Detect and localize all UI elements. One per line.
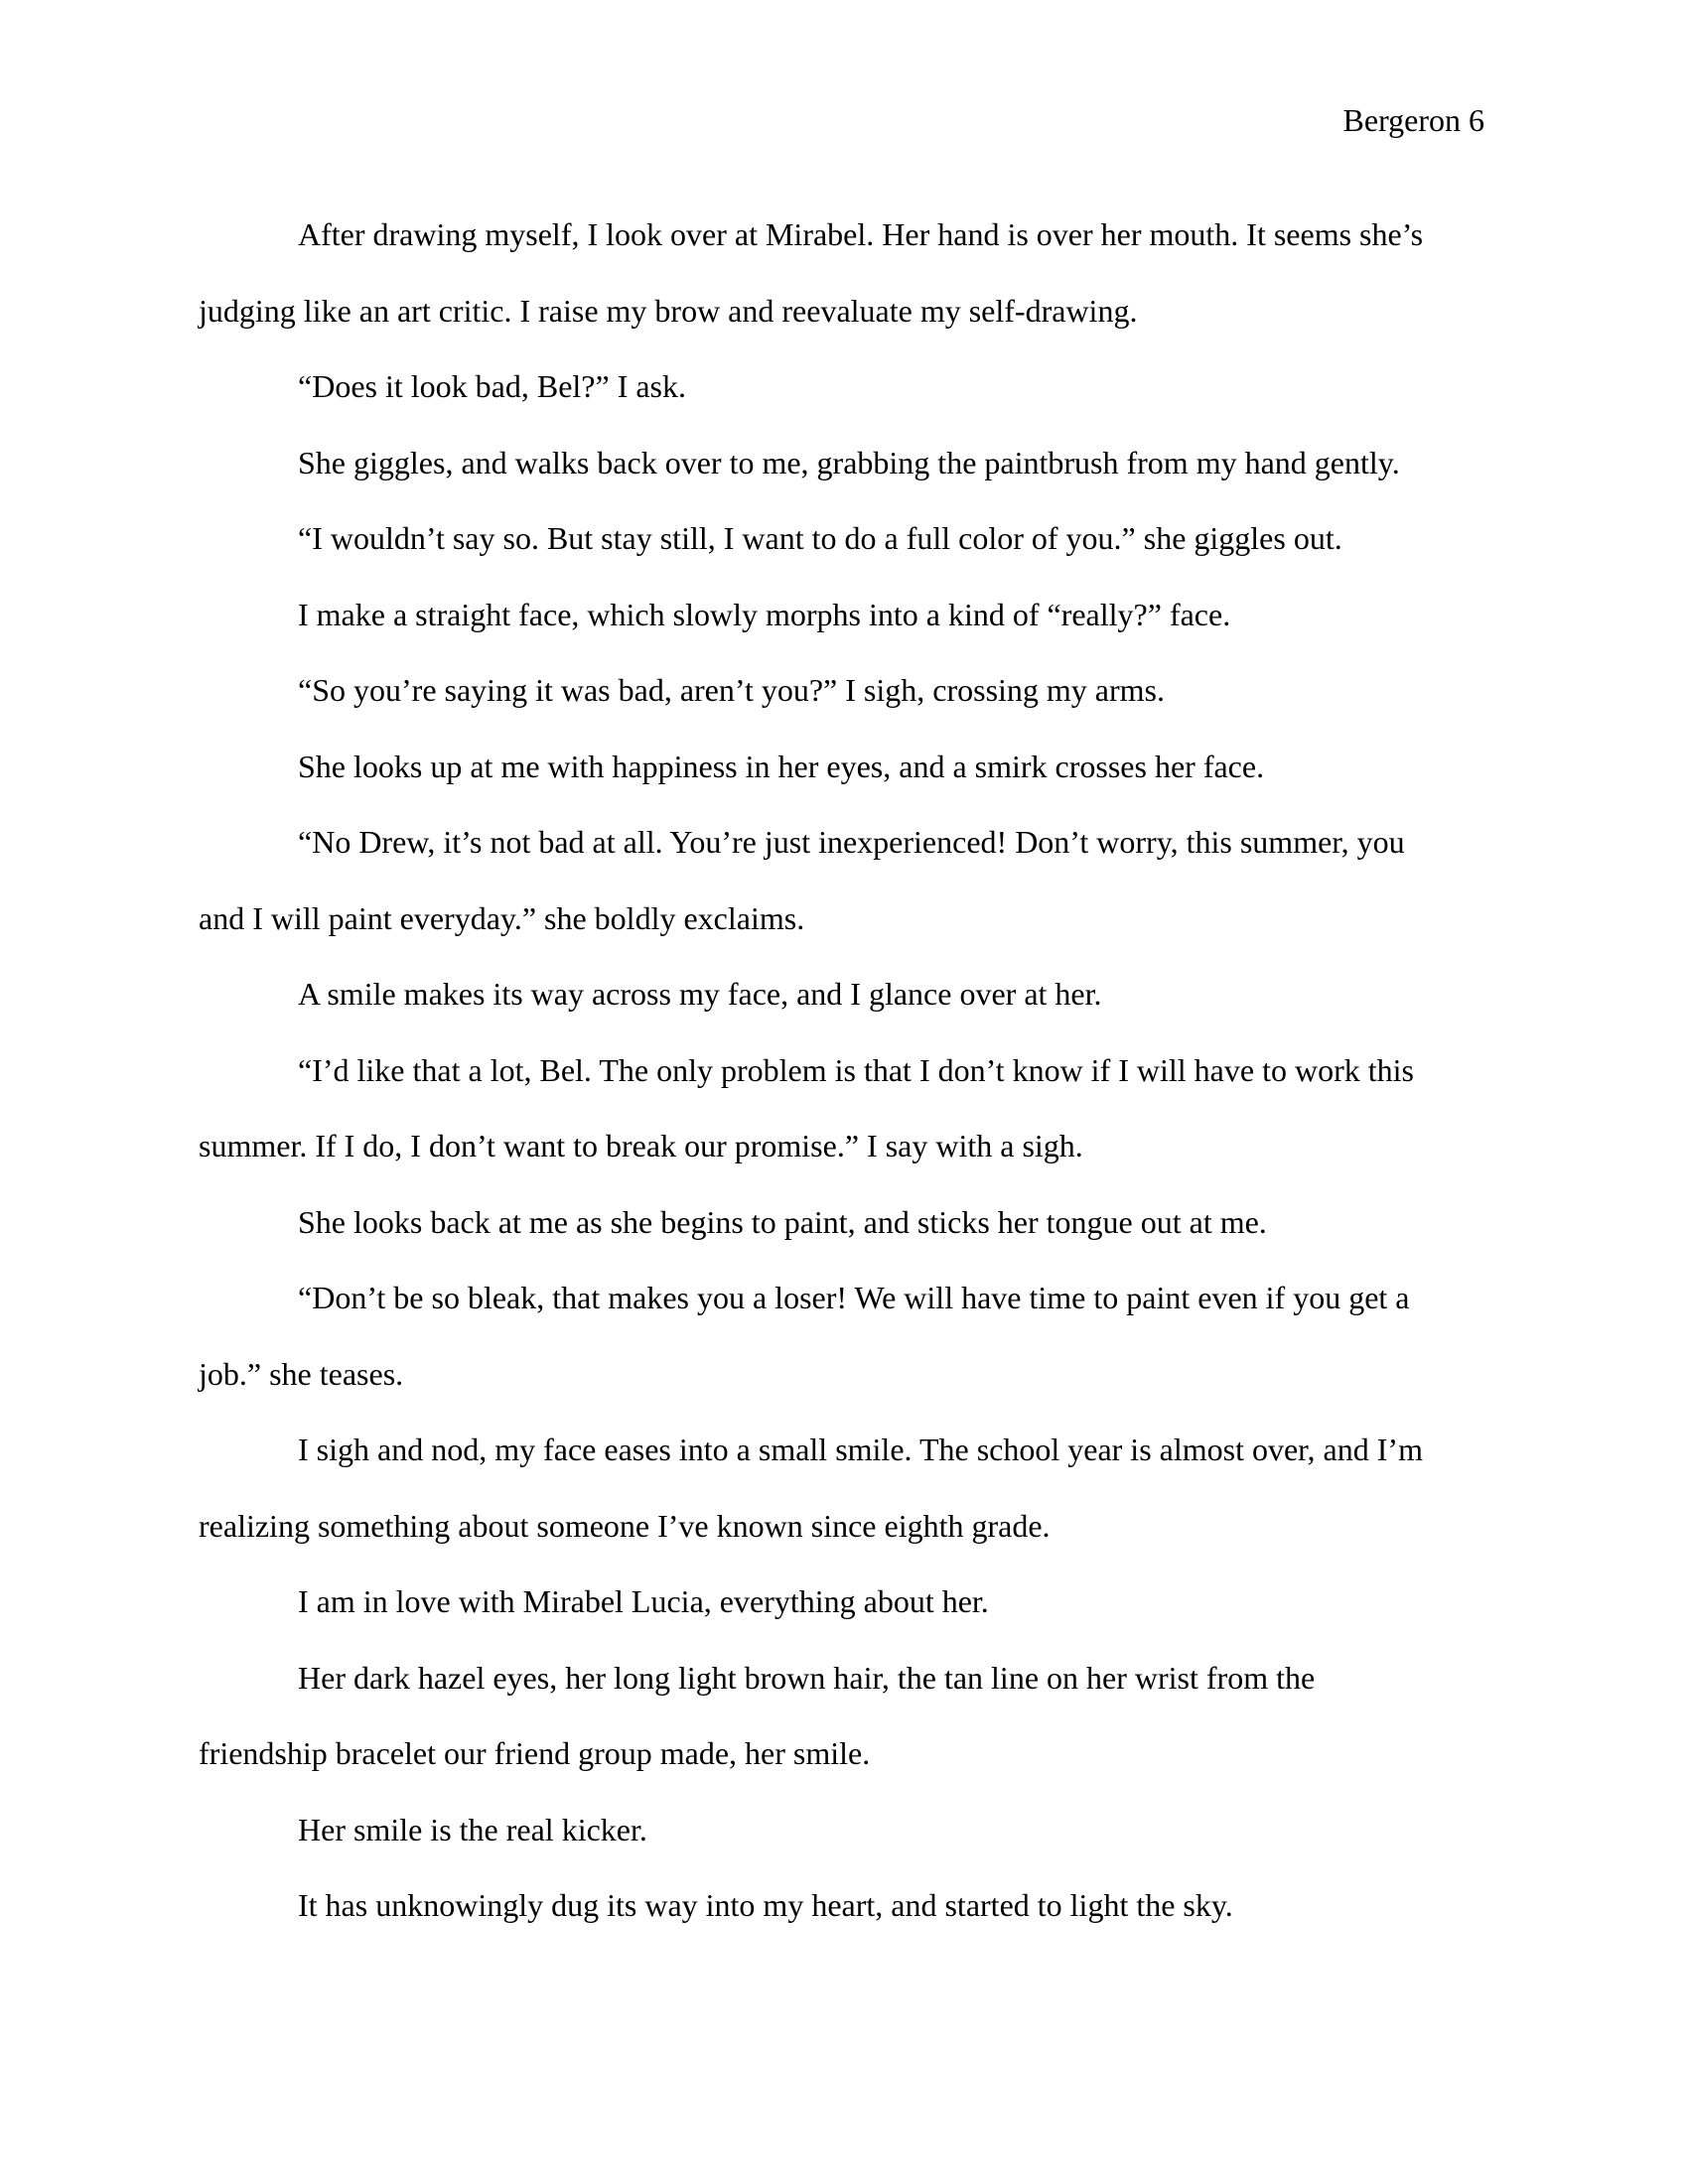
body-text: [199, 197, 1489, 1944]
paragraph-line: She giggles, and walks back over to me, grabbing the paintbrush from my hand gently.: [298, 444, 1400, 480]
paragraph-line: She looks up at me with happiness in her eyes, and a smirk crosses her face.: [298, 748, 1265, 784]
paragraph-line: I am in love with Mirabel Lucia, everything about her.: [298, 1583, 989, 1619]
paragraph-line: “So you’re saying it was bad, aren’t you?” I sigh, crossing my arms.: [298, 672, 1165, 708]
paragraph-line: She looks back at me as she begins to paint, and sticks her tongue out at me.: [298, 1203, 1267, 1240]
paragraph-line: “I’d like that a lot, Bel. The only problem is that I don’t know if I will have to work this: [298, 1051, 1414, 1088]
paragraph-continuation-line: friendship bracelet our friend group made, her smile.: [199, 1735, 871, 1771]
paragraph-line: “Don’t be so bleak, that makes you a loser! We will have time to paint even if you get a: [298, 1280, 1410, 1315]
paragraph-line: Her smile is the real kicker.: [298, 1811, 647, 1847]
paragraph-continuation-line: realizing something about someone I’ve known since eighth grade.: [199, 1507, 1051, 1544]
paragraph-line: After drawing myself, I look over at Mirabel. Her hand is over her mouth. It seems she’s: [298, 216, 1424, 252]
paragraph-line: “No Drew, it’s not bad at all. You’re just inexperienced! Don’t worry, this summer, you: [298, 824, 1405, 860]
paragraph-line: I sigh and nod, my face eases into a small smile. The school year is almost over, and I’m: [298, 1432, 1423, 1467]
paragraph-line: It has unknowingly dug its way into my heart, and started to light the sky.: [298, 1887, 1233, 1923]
paragraph-continuation-line: judging like an art critic. I raise my brow and reevaluate my self-drawing.: [199, 292, 1138, 329]
paragraph-continuation-line: and I will paint everyday.” she boldly exclaims.: [199, 899, 805, 936]
paragraph-line: I make a straight face, which slowly morphs into a kind of “really?” face.: [298, 596, 1231, 632]
paragraph-line: Her dark hazel eyes, her long light brown hair, the tan line on her wrist from the: [298, 1659, 1316, 1696]
running-head: Bergeron 6: [1342, 102, 1484, 138]
paragraph-line: “Does it look bad, Bel?” I ask.: [298, 368, 686, 404]
paragraph-continuation-line: job.” she teases.: [199, 1355, 404, 1392]
paragraph-continuation-line: summer. If I do, I don’t want to break our promise.” I say with a sigh.: [199, 1128, 1083, 1163]
paragraph-line: “I wouldn’t say so. But stay still, I want to do a full color of you.” she giggles out.: [298, 520, 1342, 556]
paragraph-line: A smile makes its way across my face, and I glance over at her.: [298, 976, 1102, 1012]
